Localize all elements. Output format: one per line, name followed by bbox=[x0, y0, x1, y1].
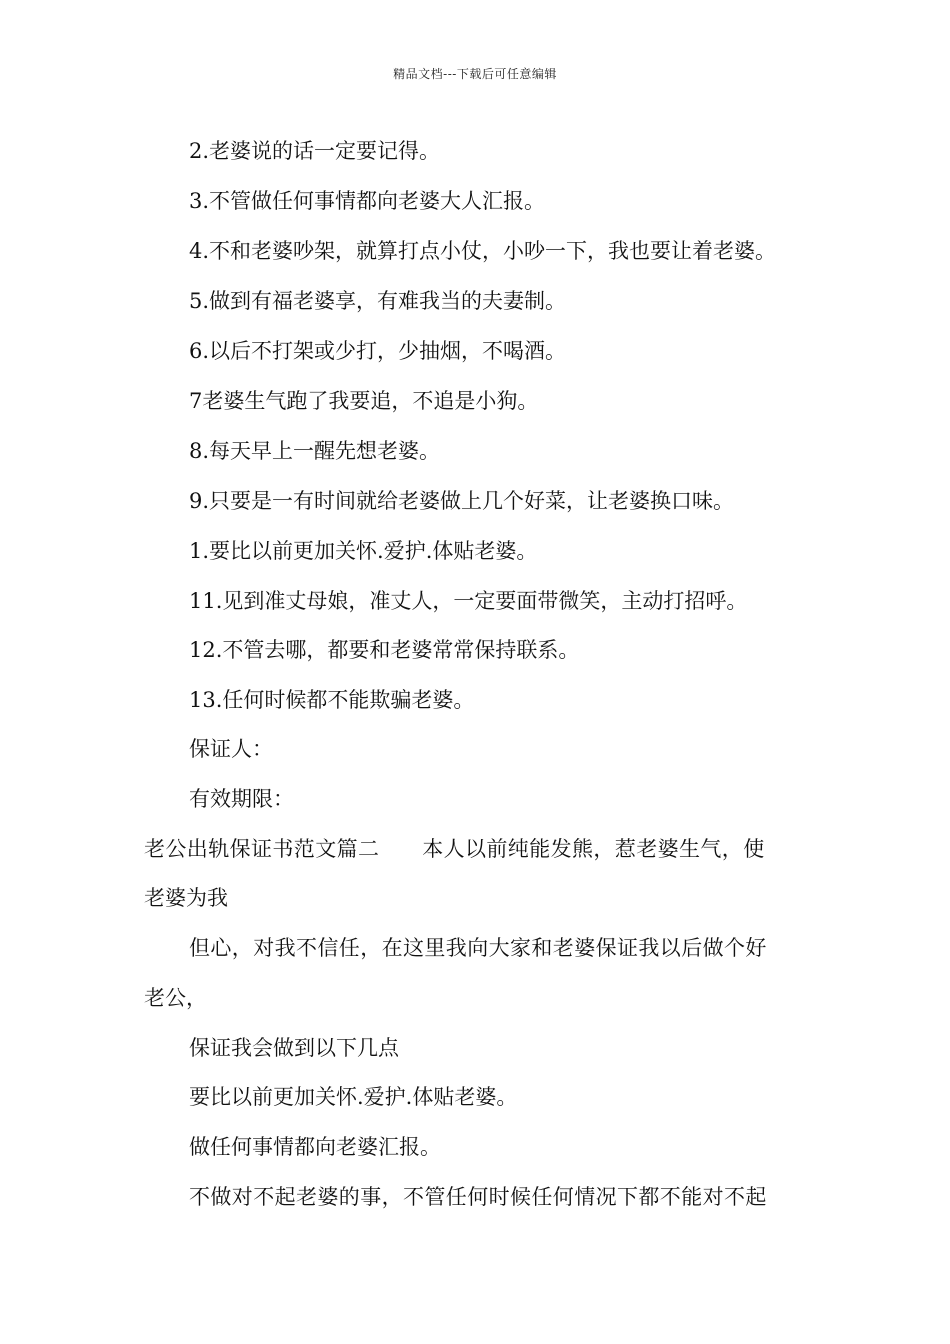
guarantor-label: 保证人： bbox=[189, 737, 273, 761]
validity-label: 有效期限： bbox=[189, 787, 294, 811]
list-item: 11.见到准丈母娘，准丈人，一定要面带微笑，主动打招呼。 bbox=[189, 589, 748, 613]
list-item: 1.要比以前更加关怀.爱护.体贴老婆。 bbox=[189, 539, 538, 563]
list-item: 2.老婆说的话一定要记得。 bbox=[189, 139, 441, 163]
section-heading-line: 老公出轨保证书范文篇二 本人以前纯能发熊，惹老婆生气，使 bbox=[144, 837, 765, 861]
paragraph-line: 老公， bbox=[144, 986, 207, 1010]
paragraph-line: 但心，对我不信任，在这里我向大家和老婆保证我以后做个好 bbox=[189, 936, 767, 960]
list-item: 6.以后不打架或少打，少抽烟，不喝酒。 bbox=[189, 339, 567, 363]
list-item: 7老婆生气跑了我要追，不追是小狗。 bbox=[189, 389, 539, 413]
list-item: 13.任何时候都不能欺骗老婆。 bbox=[189, 688, 475, 712]
paragraph-line: 老婆为我 bbox=[144, 886, 228, 910]
paragraph-line: 做任何事情都向老婆汇报。 bbox=[189, 1135, 441, 1159]
paragraph-line: 不做对不起老婆的事，不管任何时候任何情况下都不能对不起 bbox=[189, 1185, 767, 1209]
list-item: 3.不管做任何事情都向老婆大人汇报。 bbox=[189, 189, 546, 213]
list-item: 12.不管去哪，都要和老婆常常保持联系。 bbox=[189, 638, 580, 662]
page-header: 精品文档---下载后可任意编辑 bbox=[393, 67, 557, 81]
list-item: 9.只要是一有时间就给老婆做上几个好菜，让老婆换口味。 bbox=[189, 489, 735, 513]
list-item: 4.不和老婆吵架，就算打点小仗，小吵一下，我也要让着老婆。 bbox=[189, 239, 777, 263]
list-item: 8.每天早上一醒先想老婆。 bbox=[189, 439, 441, 463]
paragraph-line: 保证我会做到以下几点 bbox=[189, 1036, 399, 1060]
list-item: 5.做到有福老婆享，有难我当的夫妻制。 bbox=[189, 289, 567, 313]
paragraph-line: 要比以前更加关怀.爱护.体贴老婆。 bbox=[189, 1085, 518, 1109]
